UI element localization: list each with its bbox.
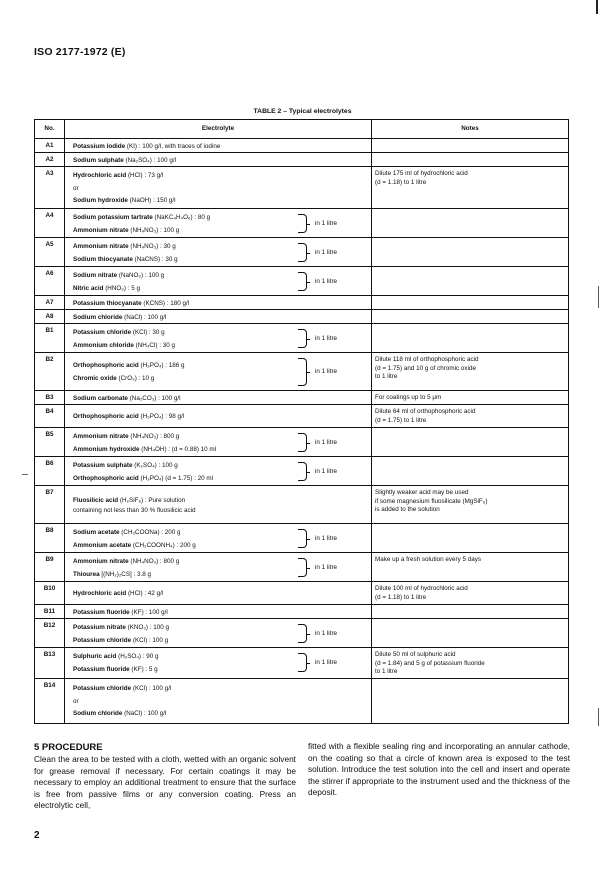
notes-cell bbox=[372, 209, 569, 238]
column-header-notes: Notes bbox=[372, 120, 569, 139]
electrolyte-line bbox=[73, 497, 196, 505]
row-number: A2 bbox=[35, 153, 65, 167]
notes-cell bbox=[372, 678, 569, 723]
notes-cell bbox=[372, 139, 569, 153]
note-line: (d = 1.75) and 10 g of chromic oxide bbox=[375, 364, 476, 372]
compound-name: Potassium sulphate bbox=[73, 461, 133, 469]
compound-formula: (NH₄NO₃) : 30 g bbox=[128, 242, 176, 250]
compound-formula: (H₂SO₄) : 90 g bbox=[116, 652, 159, 660]
brace-icon bbox=[298, 214, 307, 233]
notes-cell bbox=[372, 296, 569, 310]
electrolyte-cell bbox=[65, 139, 372, 153]
row-number: B14 bbox=[35, 678, 65, 723]
table-row bbox=[35, 310, 569, 324]
electrolyte-line bbox=[73, 197, 176, 205]
electrolyte-cell bbox=[65, 153, 372, 167]
row-number: A4 bbox=[35, 209, 65, 238]
compound-formula: (CH₃COONH₄) : 200 g bbox=[131, 541, 196, 549]
row-number: B10 bbox=[35, 582, 65, 605]
compound-name: Orthophosphoric acid bbox=[73, 362, 139, 370]
procedure-paragraph-right: fitted with a flexible sealing ring and incorporating an annular cathode, on the coating so that a circle of known area is exposed to the test solution. Introduce the test solution into the cell and insert and operate the stirrer if appropriate to the instrument used and the thickness of the deposit. bbox=[308, 741, 570, 798]
brace-icon bbox=[298, 358, 307, 386]
electrolyte-line bbox=[73, 685, 171, 693]
table-title: TABLE 2 – Typical electrolytes bbox=[253, 108, 352, 115]
note-line: (d = 1.18) to 1 litre bbox=[375, 593, 427, 601]
compound-formula: (HCl) : 73 g/l bbox=[126, 172, 164, 180]
electrolyte-cell bbox=[65, 553, 372, 582]
table-row bbox=[35, 619, 569, 648]
compound-formula: (H₃PO₄) : 186 g bbox=[138, 362, 185, 370]
compound-name: Orthophosphoric acid bbox=[73, 474, 139, 482]
brace-icon bbox=[298, 329, 307, 348]
margin-mark bbox=[596, 0, 598, 14]
notes-cell bbox=[372, 353, 569, 391]
electrolyte-line bbox=[73, 227, 210, 235]
electrolyte-cell bbox=[65, 648, 372, 679]
electrolyte-cell bbox=[65, 324, 372, 353]
electrolyte-line bbox=[73, 475, 213, 483]
note-line: Make up a fresh solution every 5 days bbox=[375, 556, 482, 563]
row-number: A3 bbox=[35, 167, 65, 209]
compound-name: Fluosilicic acid bbox=[73, 496, 119, 504]
notes-cell bbox=[372, 428, 569, 457]
compound-formula: (KCl) : 100 g/l bbox=[131, 685, 172, 693]
compound-name: Chromic oxide bbox=[73, 375, 117, 382]
compound-formula: (HCl) : 42 g/l bbox=[126, 590, 164, 598]
compound-formula: (H₃PO₄) (d = 1.75) : 20 ml bbox=[138, 474, 214, 482]
compound-name: Sulphuric acid bbox=[73, 652, 117, 660]
brace-icon bbox=[298, 624, 307, 643]
notes-cell bbox=[372, 238, 569, 267]
electrolyte-cell bbox=[65, 310, 372, 324]
compound-name: Orthophosphoric acid bbox=[73, 413, 139, 421]
table-row bbox=[35, 457, 569, 486]
notes-cell bbox=[372, 167, 569, 209]
electrolyte-line bbox=[73, 446, 216, 454]
note-line: if some magnesium fluosilicate (MgSiF₆) bbox=[375, 497, 488, 505]
notes-cell bbox=[372, 648, 569, 679]
electrolyte-line bbox=[73, 243, 178, 251]
table-row bbox=[35, 238, 569, 267]
note-line: Dilute 50 ml of sulphuric acid bbox=[375, 651, 456, 658]
page-number: 2 bbox=[34, 830, 40, 841]
margin-mark bbox=[598, 286, 599, 308]
electrolyte-line bbox=[73, 666, 159, 674]
compound-formula: (CrO₃) : 10 g bbox=[116, 375, 155, 382]
electrolyte-cell bbox=[65, 486, 372, 524]
row-number: B13 bbox=[35, 648, 65, 679]
row-number: B12 bbox=[35, 619, 65, 648]
volume-label: in 1 litre bbox=[315, 467, 338, 475]
table-row bbox=[35, 267, 569, 296]
table-row bbox=[35, 648, 569, 679]
row-number: A8 bbox=[35, 310, 65, 324]
table-row bbox=[35, 391, 569, 405]
compound-name: Hydrochloric acid bbox=[73, 172, 127, 180]
compound-name: Sodium potassium tartrate bbox=[73, 213, 153, 221]
note-line: Dilute 64 ml of orthophosphoric acid bbox=[375, 408, 476, 415]
table-row bbox=[35, 405, 569, 428]
compound-name: Sodium thiocyanate bbox=[73, 255, 133, 263]
compound-name: Sodium chloride bbox=[73, 313, 123, 321]
brace-icon bbox=[298, 558, 307, 577]
electrolyte-line bbox=[73, 433, 216, 441]
row-number: A7 bbox=[35, 296, 65, 310]
electrolyte-line bbox=[73, 529, 196, 537]
notes-cell bbox=[372, 153, 569, 167]
compound-formula: containing not less than 30 % fluosilicic acid bbox=[73, 506, 196, 514]
electrolyte-line bbox=[73, 157, 176, 165]
note-line: Dilute 175 ml of hydrochloric acid bbox=[375, 170, 468, 177]
compound-formula: (NaOH) : 150 g/l bbox=[127, 197, 176, 205]
electrolyte-cell bbox=[65, 619, 372, 648]
compound-name: Sodium sulphate bbox=[73, 156, 124, 164]
electrolyte-cell bbox=[65, 605, 372, 619]
compound-formula: (H₂SiF₆) : Pure solution bbox=[118, 496, 186, 504]
table-row bbox=[35, 582, 569, 605]
electrolyte-line bbox=[73, 637, 169, 645]
volume-label: in 1 litre bbox=[315, 368, 338, 376]
compound-formula: (NH₄NO₃) : 100 g bbox=[128, 226, 180, 234]
note-line: (d = 1.75) to 1 litre bbox=[375, 416, 427, 424]
electrolyte-line bbox=[73, 314, 166, 322]
electrolyte-line bbox=[73, 214, 210, 222]
notes-cell bbox=[372, 524, 569, 553]
electrolytes-table bbox=[34, 119, 569, 724]
brace-icon bbox=[298, 653, 307, 672]
compound-formula: (HNO₃) : 5 g bbox=[103, 284, 140, 292]
table-header-row bbox=[35, 120, 569, 139]
row-number: B8 bbox=[35, 524, 65, 553]
electrolyte-line bbox=[73, 571, 179, 579]
compound-formula: (KCNS) : 180 g/l bbox=[141, 299, 190, 307]
row-number: B6 bbox=[35, 457, 65, 486]
note-line: Dilute 100 ml of hydrochloric acid bbox=[375, 585, 468, 592]
note-line: Dilute 118 ml of orthophosphoric acid bbox=[375, 356, 479, 363]
notes-cell bbox=[372, 457, 569, 486]
brace-icon bbox=[298, 529, 307, 548]
electrolyte-cell bbox=[65, 267, 372, 296]
compound-formula: (CH₃COONa) : 200 g bbox=[119, 528, 181, 536]
notes-cell bbox=[372, 324, 569, 353]
note-line: (d = 1.18) to 1 litre bbox=[375, 178, 427, 186]
electrolyte-line bbox=[73, 590, 163, 598]
row-number: B4 bbox=[35, 405, 65, 428]
column-header-electrolyte: Electrolyte bbox=[65, 120, 372, 139]
note-line: For coatings up to 5 µm bbox=[375, 394, 442, 401]
electrolyte-line bbox=[73, 362, 185, 370]
volume-label: in 1 litre bbox=[315, 248, 338, 256]
compound-formula: (K₂SO₄) : 100 g bbox=[132, 461, 178, 469]
row-number: B1 bbox=[35, 324, 65, 353]
compound-name: Potassium chloride bbox=[73, 328, 132, 336]
compound-formula: (NaCl) : 100 g/l bbox=[122, 313, 167, 321]
compound-name: Potassium chloride bbox=[73, 685, 132, 693]
table-row bbox=[35, 153, 569, 167]
electrolyte-line bbox=[73, 185, 176, 193]
table-row bbox=[35, 678, 569, 723]
compound-name: Potassium fluoride bbox=[73, 608, 130, 616]
margin-dash bbox=[22, 474, 28, 475]
row-number: B2 bbox=[35, 353, 65, 391]
table-row bbox=[35, 209, 569, 238]
compound-formula: (NH₄NO₃) : 800 g bbox=[128, 557, 180, 565]
row-number: A5 bbox=[35, 238, 65, 267]
electrolyte-line bbox=[73, 256, 178, 264]
compound-name: Nitric acid bbox=[73, 284, 104, 292]
electrolyte-line bbox=[73, 285, 164, 293]
electrolyte-cell bbox=[65, 167, 372, 209]
electrolyte-line bbox=[73, 413, 184, 421]
procedure-paragraph-left: Clean the area to be tested with a cloth, wetted with an organic solvent for grease removal if necessary. For certain coatings it may be necessary to employ an additional treatment to ensure that the surface is free from passive films or any conversion coating. Press an electrolytic cell, bbox=[34, 754, 296, 811]
electrolyte-cell bbox=[65, 524, 372, 553]
row-number: B5 bbox=[35, 428, 65, 457]
note-line: to 1 litre bbox=[375, 668, 398, 676]
compound-name: Ammonium nitrate bbox=[73, 242, 129, 250]
compound-formula: (H₃PO₄) : 98 g/l bbox=[138, 413, 185, 421]
electrolyte-cell bbox=[65, 428, 372, 457]
electrolyte-cell bbox=[65, 678, 372, 723]
notes-cell bbox=[372, 582, 569, 605]
notes-cell bbox=[372, 605, 569, 619]
notes-cell bbox=[372, 486, 569, 524]
column-header-no: No. bbox=[35, 120, 65, 139]
compound-formula: (NH₄Cl) : 30 g bbox=[133, 341, 175, 349]
notes-cell bbox=[372, 553, 569, 582]
electrolyte-cell bbox=[65, 457, 372, 486]
table-row bbox=[35, 324, 569, 353]
electrolyte-line bbox=[73, 395, 181, 403]
table-row bbox=[35, 167, 569, 209]
compound-name: Ammonium nitrate bbox=[73, 226, 129, 234]
row-number: A6 bbox=[35, 267, 65, 296]
table-row bbox=[35, 296, 569, 310]
notes-cell bbox=[372, 310, 569, 324]
compound-name: Sodium hydroxide bbox=[73, 197, 128, 205]
electrolyte-cell bbox=[65, 209, 372, 238]
compound-name: Ammonium chloride bbox=[73, 341, 134, 349]
volume-label: in 1 litre bbox=[315, 534, 338, 542]
volume-label: in 1 litre bbox=[315, 438, 338, 446]
volume-label: in 1 litre bbox=[315, 629, 338, 637]
electrolyte-line bbox=[73, 342, 175, 350]
volume-label: in 1 litre bbox=[315, 277, 338, 285]
brace-icon bbox=[298, 433, 307, 452]
electrolyte-line bbox=[73, 558, 179, 566]
compound-name: Potassium iodide bbox=[73, 142, 126, 150]
note-line: (d = 1.84) and 5 g of potassium fluoride bbox=[375, 659, 485, 667]
compound-name: Potassium nitrate bbox=[73, 623, 126, 631]
volume-label: in 1 litre bbox=[315, 219, 338, 227]
compound-name: Potassium thiocyanate bbox=[73, 299, 142, 307]
electrolyte-line bbox=[73, 300, 189, 308]
table-row bbox=[35, 553, 569, 582]
electrolyte-line bbox=[73, 698, 171, 706]
volume-label: in 1 litre bbox=[315, 563, 338, 571]
compound-formula: (NaCl) : 100 g/l bbox=[122, 710, 167, 718]
volume-label: in 1 litre bbox=[315, 334, 338, 342]
electrolyte-line bbox=[73, 272, 164, 280]
table-body bbox=[35, 139, 569, 724]
brace-icon bbox=[298, 272, 307, 291]
note-line: Slightly weaker acid may be used bbox=[375, 489, 469, 496]
compound-formula: (KF) : 5 g bbox=[129, 665, 158, 673]
electrolyte-cell bbox=[65, 353, 372, 391]
electrolyte-cell bbox=[65, 391, 372, 405]
notes-cell bbox=[372, 405, 569, 428]
volume-label: in 1 litre bbox=[315, 658, 338, 666]
compound-name: Sodium carbonate bbox=[73, 394, 128, 402]
electrolyte-cell bbox=[65, 238, 372, 267]
compound-name: Ammonium nitrate bbox=[73, 432, 129, 440]
brace-icon bbox=[298, 243, 307, 262]
electrolyte-line bbox=[73, 375, 185, 383]
notes-cell bbox=[372, 391, 569, 405]
compound-formula: (NaNO₃) : 100 g bbox=[117, 271, 165, 279]
compound-name: Hydrochloric acid bbox=[73, 590, 127, 598]
electrolyte-cell bbox=[65, 582, 372, 605]
compound-formula: (KCl) : 30 g bbox=[131, 328, 165, 336]
compound-formula: (KI) : 100 g/l, with traces of iodine bbox=[125, 142, 221, 150]
notes-cell bbox=[372, 619, 569, 648]
table-row bbox=[35, 353, 569, 391]
electrolyte-cell bbox=[65, 296, 372, 310]
electrolyte-line bbox=[73, 609, 168, 617]
electrolyte-line bbox=[73, 653, 159, 661]
margin-mark bbox=[598, 708, 599, 726]
table-row bbox=[35, 524, 569, 553]
compound-name: Sodium chloride bbox=[73, 710, 123, 718]
row-number: B9 bbox=[35, 553, 65, 582]
table-row bbox=[35, 605, 569, 619]
compound-name: Ammonium acetate bbox=[73, 541, 132, 549]
electrolyte-line bbox=[73, 329, 175, 337]
row-number: B11 bbox=[35, 605, 65, 619]
compound-formula: (Na₂CO₃) : 100 g/l bbox=[127, 394, 181, 402]
notes-cell bbox=[372, 267, 569, 296]
note-line: to 1 litre bbox=[375, 373, 398, 381]
compound-name: Thiourea bbox=[73, 570, 100, 578]
electrolyte-line bbox=[73, 462, 213, 470]
note-line: is added to the solution bbox=[375, 506, 440, 514]
row-number: B3 bbox=[35, 391, 65, 405]
table-row bbox=[35, 428, 569, 457]
compound-formula: [(NH₂)₂CS] : 3.8 g bbox=[99, 570, 152, 578]
compound-name: Sodium nitrate bbox=[73, 271, 118, 279]
compound-formula: (NaKC₄H₄O₆) : 80 g bbox=[152, 213, 211, 221]
compound-name: Ammonium nitrate bbox=[73, 557, 129, 565]
compound-formula: (NaCNS) : 30 g bbox=[132, 255, 178, 263]
electrolyte-line bbox=[73, 172, 176, 180]
compound-formula: (KNO₃) : 100 g bbox=[125, 623, 170, 631]
document-header: ISO 2177-1972 (E) bbox=[34, 46, 126, 58]
compound-formula: (KCl) : 100 g bbox=[131, 636, 169, 644]
compound-name: Sodium acetate bbox=[73, 528, 120, 536]
compound-formula: (NH₄NO₃) : 800 g bbox=[128, 432, 180, 440]
electrolyte-line bbox=[73, 710, 171, 718]
table-row bbox=[35, 139, 569, 153]
compound-formula: (NH₄OH) : (d = 0.88) 10 ml bbox=[139, 445, 217, 453]
section-heading: 5 PROCEDURE bbox=[34, 742, 103, 753]
row-number: B7 bbox=[35, 486, 65, 524]
row-number: A1 bbox=[35, 139, 65, 153]
electrolyte-line bbox=[73, 542, 196, 550]
compound-formula: (Na₂SO₄) : 100 g/l bbox=[123, 156, 176, 164]
compound-formula: or bbox=[73, 697, 79, 705]
compound-name: Potassium fluoride bbox=[73, 665, 130, 673]
brace-icon bbox=[298, 462, 307, 481]
compound-formula: or bbox=[73, 184, 79, 192]
electrolyte-line bbox=[73, 143, 220, 151]
electrolyte-line bbox=[73, 624, 169, 632]
electrolyte-cell bbox=[65, 405, 372, 428]
compound-name: Potassium chloride bbox=[73, 636, 132, 644]
electrolyte-line bbox=[73, 507, 196, 515]
compound-formula: (KF) : 100 g/l bbox=[129, 608, 168, 616]
compound-name: Ammonium hydroxide bbox=[73, 445, 140, 453]
table-row bbox=[35, 486, 569, 524]
